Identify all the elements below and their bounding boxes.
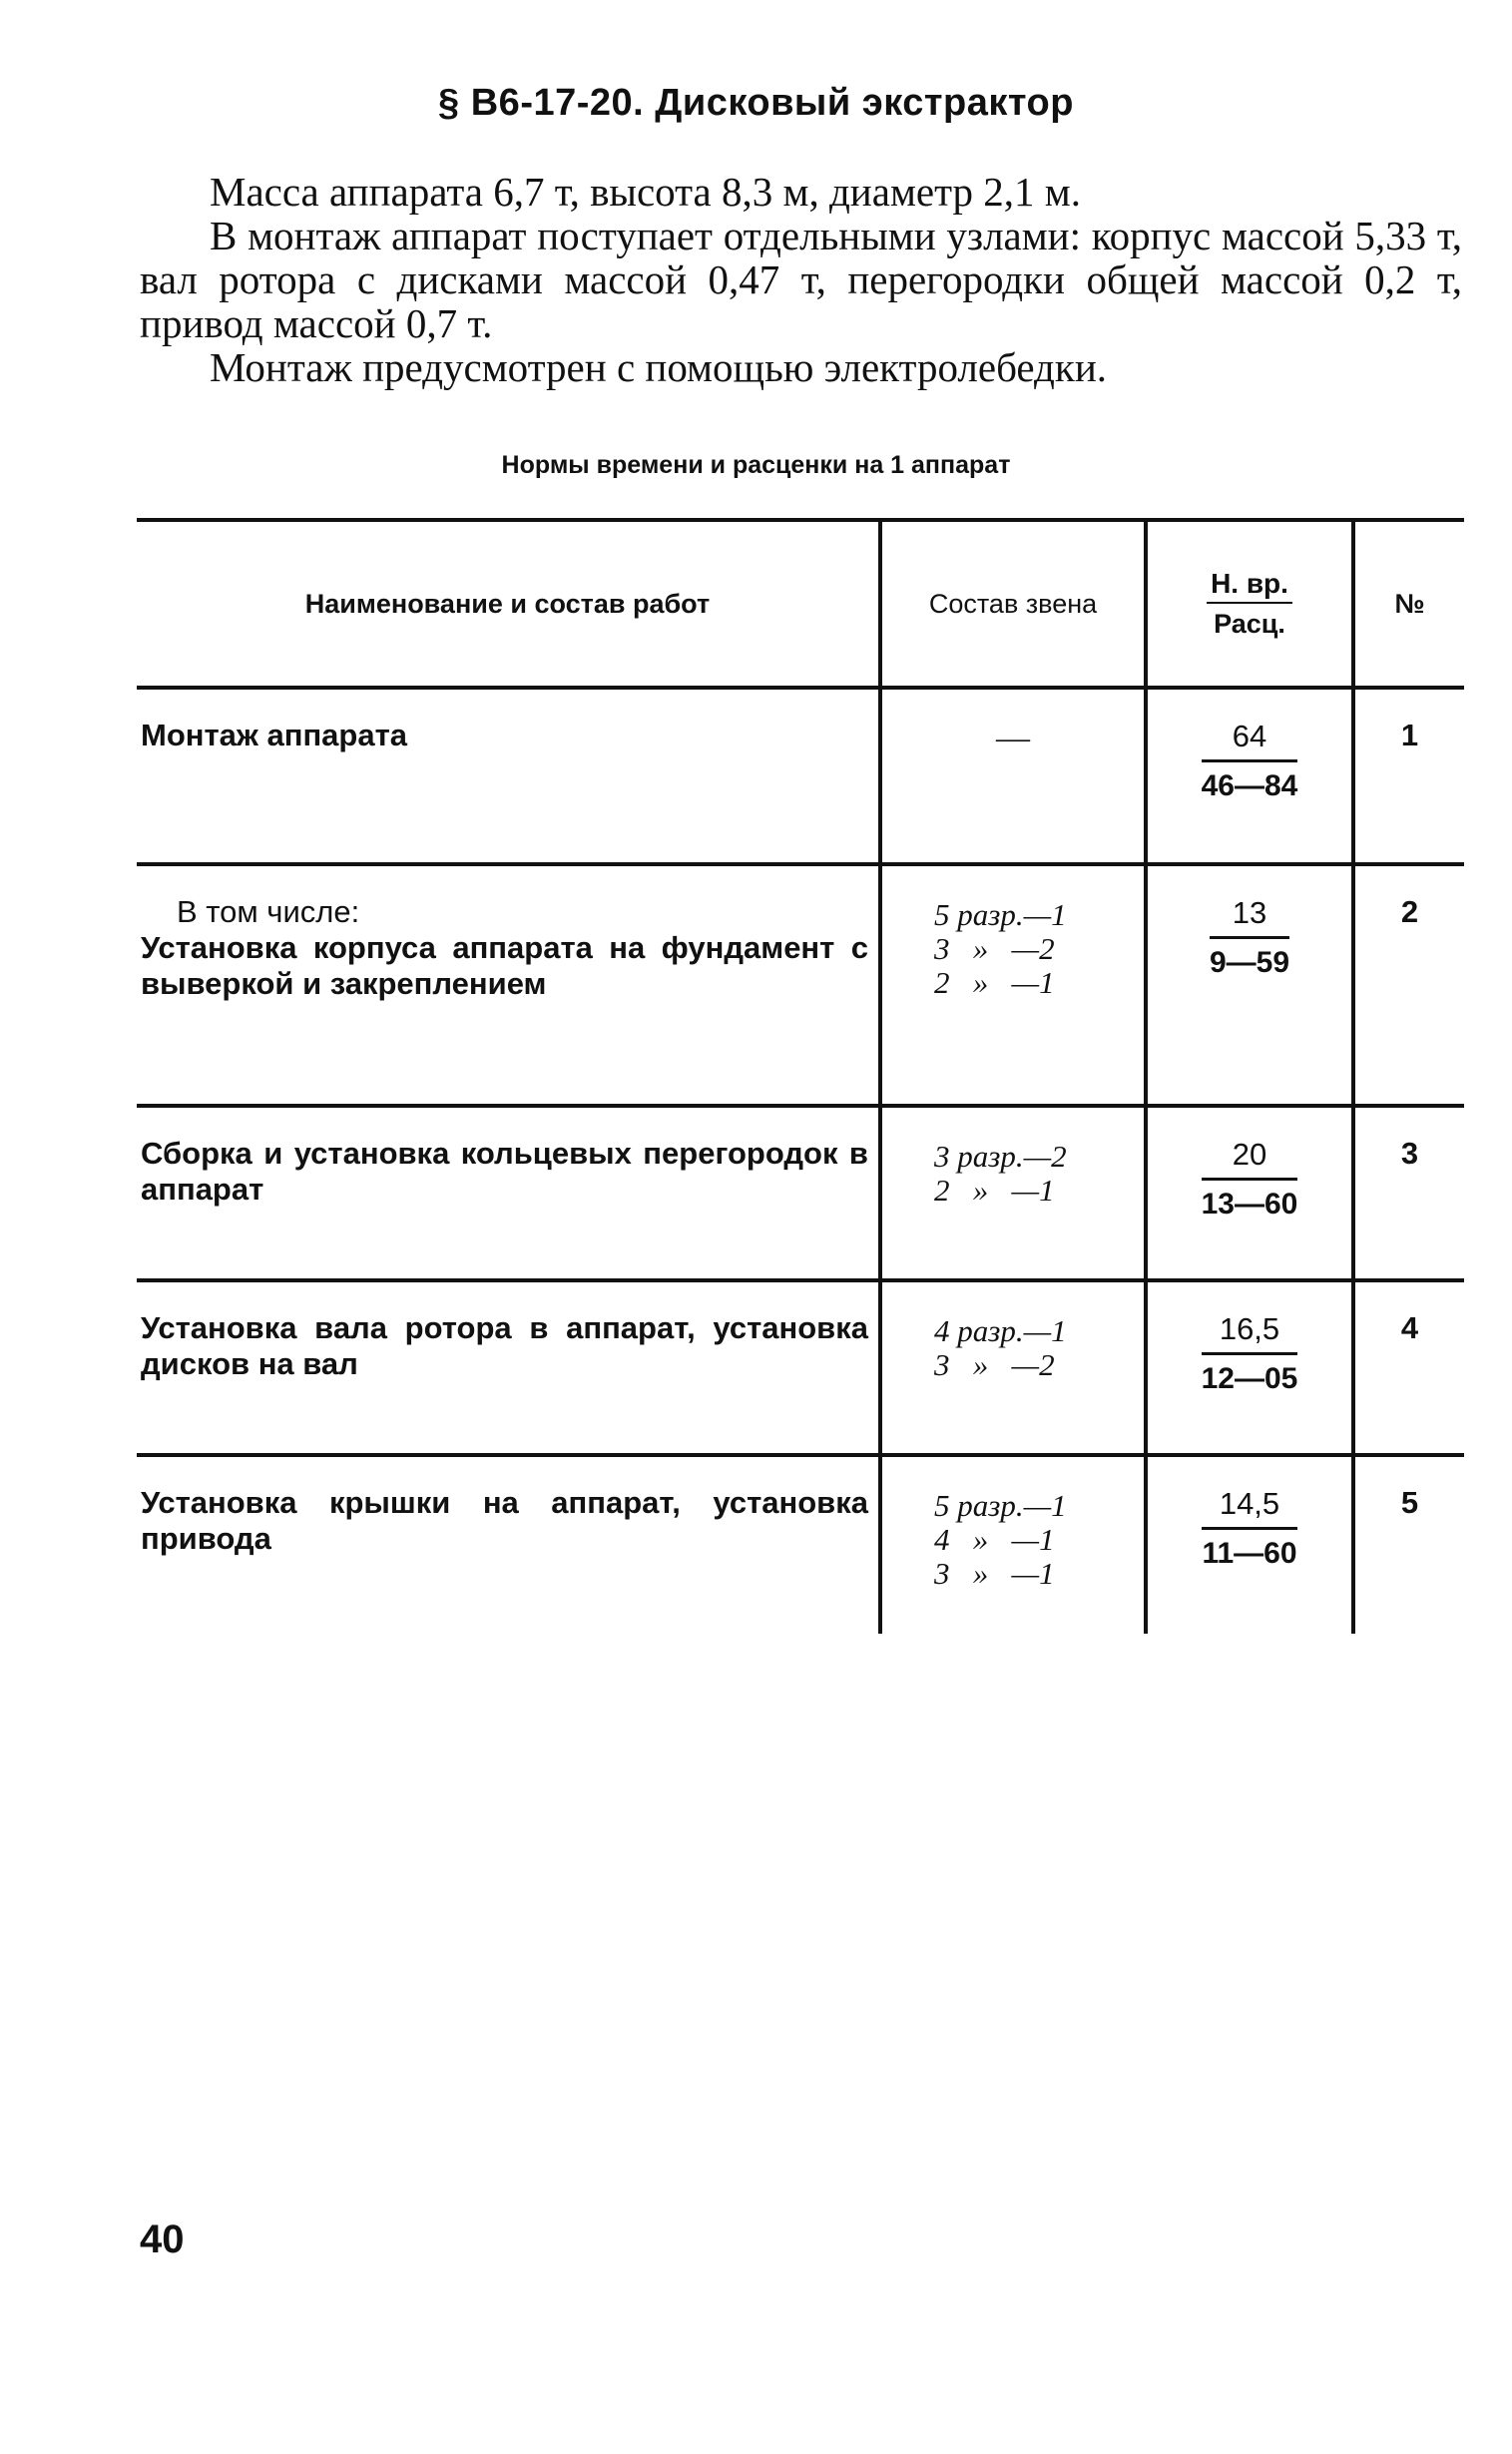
row-5-norm [1146,1455,1353,1634]
row-4-time-norm: 16,5 [1202,1310,1298,1355]
intro-paragraph-3: Монтаж предусмотрен с помощью электролебедки. [210,344,1108,390]
table-row [137,688,1464,864]
row-4-team-line-1: 4 разр.—1 [934,1313,1067,1348]
row-4-description: Установка вала ротора в аппарат, установка дисков на вал [141,1310,868,1381]
row-4-rate: 12—05 [1201,1362,1298,1395]
table-row [137,1106,1464,1280]
header-number: № [1353,520,1464,688]
row-1-time-norm: 64 [1202,718,1298,762]
row-3-time-norm: 20 [1202,1136,1298,1181]
row-5-team-line-1: 5 разр.—1 [934,1488,1067,1523]
row-2-team-line-3: 2 » —1 [934,965,1055,1000]
table-header-row [137,520,1464,688]
row-2-fraction [1210,894,1289,981]
row-5-team [880,1455,1146,1634]
header-norm-fraction [1207,568,1292,640]
header-name: Наименование и состав работ [137,520,880,688]
row-3-team-line-1: 3 разр.—2 [934,1139,1067,1174]
row-3-name [137,1106,880,1280]
row-3-number: 3 [1353,1106,1464,1280]
row-4-number: 4 [1353,1280,1464,1455]
row-1-fraction [1202,718,1298,804]
row-4-name [137,1280,880,1455]
norms-table [137,518,1464,1634]
table-row [137,864,1464,1106]
row-4-team [880,1280,1146,1455]
row-2-name [137,864,880,1106]
row-2-norm [1146,864,1353,1106]
row-3-norm [1146,1106,1353,1280]
intro-paragraph-1: Масса аппарата 6,7 т, высота 8,3 м, диаметр 2,1 м. [210,169,1081,215]
row-2-time-norm: 13 [1210,894,1289,939]
row-1-team [880,688,1146,864]
header-norm-rate: Расц. [1214,609,1285,639]
header-norm [1146,520,1353,688]
row-3-team-line-2: 2 » —1 [934,1173,1055,1208]
row-5-name [137,1455,880,1634]
row-5-number: 5 [1353,1455,1464,1634]
page-number: 40 [140,2217,185,2261]
row-4-team-line-2: 3 » —2 [934,1347,1055,1382]
header-team: Состав звена [880,520,1146,688]
row-5-team-line-3: 3 » —1 [934,1556,1055,1591]
header-norm-time: Н. вр. [1207,568,1292,604]
section-title: § В6-17-20. Дисковый экстрактор [438,82,1074,124]
intro-paragraph-2: В монтаж аппарат поступает отдельными узлами: корпус массой 5,33 т, вал ротора с дисками массой 0,47 т, перегородки общей массой 0,2 т, привод массой 0,7 т. [140,213,1462,346]
row-1-rate: 46—84 [1201,769,1298,802]
row-2-team-line-1: 5 разр.—1 [934,897,1067,932]
row-4-norm [1146,1280,1353,1455]
row-5-description: Установка крышки на аппарат, установка привода [141,1485,868,1556]
row-5-rate: 11—60 [1202,1537,1297,1570]
intro-text [140,170,1462,389]
table-row [137,1280,1464,1455]
table-row [137,1455,1464,1634]
row-3-description: Сборка и установка кольцевых перегородок в аппарат [141,1136,868,1207]
row-1-norm [1146,688,1353,864]
row-2-number: 2 [1353,864,1464,1106]
row-2-description: Установка корпуса аппарата на фундамент с выверкой и закреплением [141,930,868,1001]
row-5-team-line-2: 4 » —1 [934,1522,1055,1557]
row-3-rate: 13—60 [1201,1188,1298,1221]
row-5-fraction [1202,1485,1296,1572]
row-1-description: Монтаж аппарата [141,718,408,752]
row-2-rate: 9—59 [1209,946,1290,979]
row-4-fraction [1202,1310,1298,1397]
row-1-team-line: — [996,720,1030,756]
row-2-subheading: В том числе: [177,894,360,929]
row-2-team-line-2: 3 » —2 [934,931,1055,966]
row-5-time-norm: 14,5 [1202,1485,1296,1530]
row-1-name [137,688,880,864]
row-1-number: 1 [1353,688,1464,864]
row-3-fraction [1202,1136,1298,1223]
row-2-team [880,864,1146,1106]
table-caption: Нормы времени и расценки на 1 аппарат [501,451,1011,479]
row-3-team [880,1106,1146,1280]
